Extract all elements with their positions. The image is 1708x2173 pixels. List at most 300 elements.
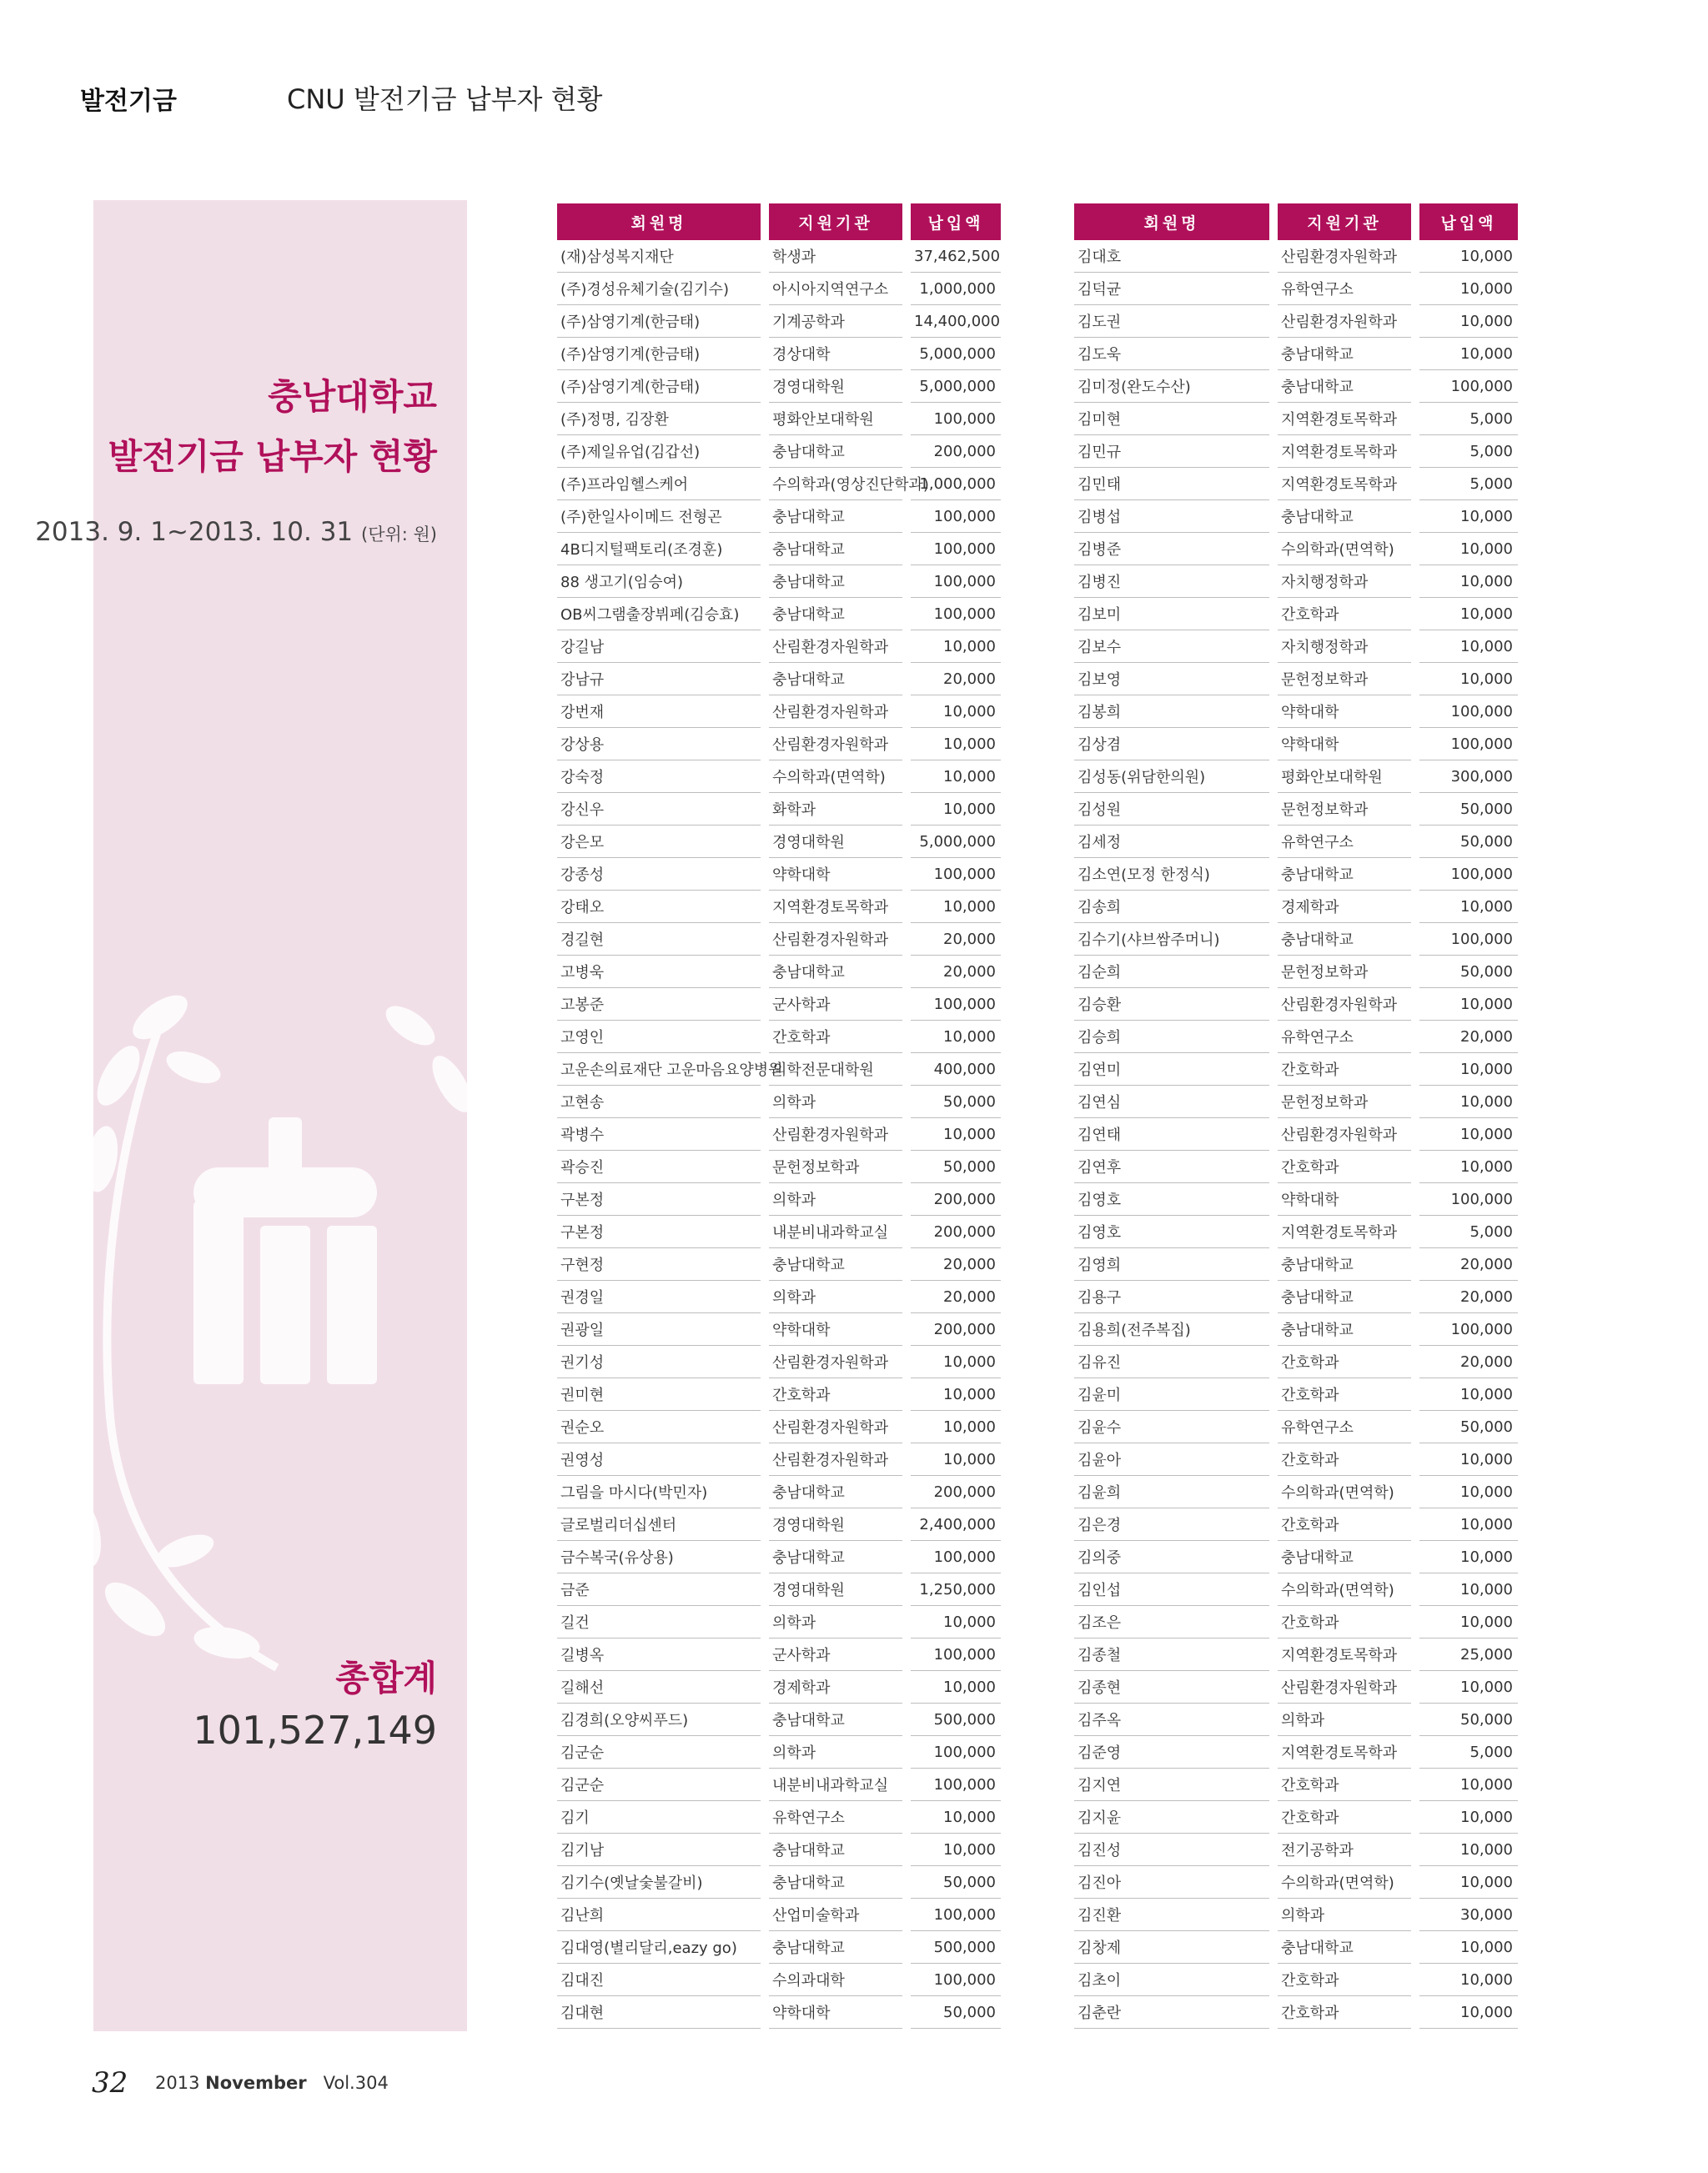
member-name: 김병준: [1074, 533, 1269, 565]
amount: 20,000: [911, 1281, 1001, 1313]
amount: 100,000: [911, 1964, 1001, 1996]
amount: 500,000: [911, 1704, 1001, 1736]
table-row: [1074, 565, 1518, 598]
table-row: [557, 695, 1001, 728]
table-row: [1074, 1769, 1518, 1801]
amount: 10,000: [1419, 1606, 1518, 1639]
member-name: 권광일: [557, 1313, 761, 1346]
institution: 의학과: [769, 1183, 902, 1216]
amount: 10,000: [1419, 1573, 1518, 1606]
table-row: [1074, 435, 1518, 468]
member-name: 김창제: [1074, 1931, 1269, 1964]
amount: 10,000: [911, 1606, 1001, 1639]
institution: 문헌정보학과: [769, 1151, 902, 1183]
unit-label: (단위: 원): [361, 524, 437, 545]
table-row: [1074, 1411, 1518, 1443]
institution: 산림환경자원학과: [769, 1411, 902, 1443]
amount: 10,000: [1419, 533, 1518, 565]
amount: 100,000: [1419, 858, 1518, 891]
member-name: 강종성: [557, 858, 761, 891]
amount: 10,000: [911, 695, 1001, 728]
member-name: 김윤수: [1074, 1411, 1269, 1443]
table-row: [557, 1053, 1001, 1086]
institution: 간호학과: [1278, 1346, 1411, 1378]
table-row: [1074, 793, 1518, 826]
member-name: (주)정명, 김장환: [557, 403, 761, 435]
amount: 100,000: [911, 500, 1001, 533]
member-name: 김진아: [1074, 1866, 1269, 1899]
amount: 5,000: [1419, 1216, 1518, 1248]
member-name: 김성동(위담한의원): [1074, 760, 1269, 793]
table-row: [557, 1671, 1001, 1704]
amount: 20,000: [1419, 1281, 1518, 1313]
table-row: [557, 988, 1001, 1021]
amount: 5,000: [1419, 468, 1518, 500]
amount: 10,000: [1419, 1118, 1518, 1151]
institution: 산림환경자원학과: [769, 728, 902, 760]
institution: 간호학과: [1278, 598, 1411, 630]
table-row: [557, 1248, 1001, 1281]
amount: 10,000: [1419, 663, 1518, 695]
table-row: [557, 630, 1001, 663]
amount: 10,000: [911, 630, 1001, 663]
amount: 25,000: [1419, 1639, 1518, 1671]
institution: 수의학과(면역학): [1278, 1866, 1411, 1899]
member-name: 김기: [557, 1801, 761, 1834]
table-row: [557, 1021, 1001, 1053]
side-title: [108, 367, 437, 487]
institution: 간호학과: [1278, 1443, 1411, 1476]
table-row: [557, 1834, 1001, 1866]
member-name: 김진환: [1074, 1899, 1269, 1931]
amount: 300,000: [1419, 760, 1518, 793]
period-dates: 2013. 9. 1~2013. 10. 31: [35, 517, 354, 547]
amount: 20,000: [1419, 1248, 1518, 1281]
member-name: 김병섭: [1074, 500, 1269, 533]
amount: 20,000: [911, 663, 1001, 695]
amount: 200,000: [911, 1216, 1001, 1248]
institution: 자치행정학과: [1278, 565, 1411, 598]
member-name: 강상용: [557, 728, 761, 760]
institution: 충남대학교: [769, 956, 902, 988]
member-name: 김미정(완도수산): [1074, 370, 1269, 403]
member-name: 김윤희: [1074, 1476, 1269, 1508]
institution: 산림환경자원학과: [1278, 240, 1411, 273]
amount: 10,000: [1419, 1541, 1518, 1573]
amount: 10,000: [911, 891, 1001, 923]
table-row: [557, 663, 1001, 695]
table-row: [1074, 1736, 1518, 1769]
institution: 충남대학교: [1278, 1281, 1411, 1313]
member-name: 김기수(옛날숯불갈비): [557, 1866, 761, 1899]
institution: 충남대학교: [1278, 370, 1411, 403]
amount: 200,000: [911, 435, 1001, 468]
member-name: 김보수: [1074, 630, 1269, 663]
member-name: 김지연: [1074, 1769, 1269, 1801]
issue-volume: Vol.304: [323, 2073, 389, 2093]
table-row: [557, 891, 1001, 923]
amount: 30,000: [1419, 1899, 1518, 1931]
amount: 100,000: [911, 1639, 1001, 1671]
table-row: [557, 1541, 1001, 1573]
amount: 100,000: [911, 1769, 1001, 1801]
table-row: [1074, 273, 1518, 305]
amount: 5,000: [1419, 403, 1518, 435]
table-row: [557, 500, 1001, 533]
table-row: [557, 1606, 1001, 1639]
amount: 10,000: [1419, 1834, 1518, 1866]
amount: 10,000: [911, 1443, 1001, 1476]
institution: 약학대학: [769, 1996, 902, 2029]
member-name: 김대호: [1074, 240, 1269, 273]
member-name: 강길남: [557, 630, 761, 663]
table-row: [1074, 760, 1518, 793]
column-header-amount: 납입액: [911, 203, 1001, 240]
institution: 수의과대학: [769, 1964, 902, 1996]
institution: 산업미술학과: [769, 1899, 902, 1931]
member-name: 강신우: [557, 793, 761, 826]
institution: 산림환경자원학과: [769, 1118, 902, 1151]
table-row: [557, 1899, 1001, 1931]
amount: 10,000: [1419, 891, 1518, 923]
institution: 충남대학교: [1278, 923, 1411, 956]
amount: 10,000: [911, 728, 1001, 760]
institution: 충남대학교: [1278, 1248, 1411, 1281]
table-row: [1074, 403, 1518, 435]
amount: 20,000: [911, 956, 1001, 988]
member-name: 강숙정: [557, 760, 761, 793]
donor-table-left: [557, 203, 1001, 2029]
institution: 수의학과(면역학): [769, 760, 902, 793]
institution: 충남대학교: [1278, 1931, 1411, 1964]
amount: 100,000: [1419, 695, 1518, 728]
amount: 10,000: [911, 1346, 1001, 1378]
amount: 100,000: [911, 1736, 1001, 1769]
member-name: 김대진: [557, 1964, 761, 1996]
amount: 50,000: [1419, 826, 1518, 858]
amount: 200,000: [911, 1313, 1001, 1346]
amount: 20,000: [911, 923, 1001, 956]
institution: 산림환경자원학과: [769, 923, 902, 956]
table-row: [1074, 1216, 1518, 1248]
table-row: [1074, 1248, 1518, 1281]
institution: 수의학과(영상진단학과): [769, 468, 902, 500]
table-row: [1074, 826, 1518, 858]
member-name: 김난희: [557, 1899, 761, 1931]
member-name: 김경희(오양씨푸드): [557, 1704, 761, 1736]
institution: 자치행정학과: [1278, 630, 1411, 663]
institution: 간호학과: [1278, 1053, 1411, 1086]
institution: 의학과: [769, 1606, 902, 1639]
member-name: 김대영(별리달리,eazy go): [557, 1931, 761, 1964]
member-name: 김덕균: [1074, 273, 1269, 305]
table-row: [1074, 1606, 1518, 1639]
amount: 10,000: [911, 1834, 1001, 1866]
table-row: [557, 1801, 1001, 1834]
amount: 100,000: [911, 565, 1001, 598]
member-name: 김소연(모정 한정식): [1074, 858, 1269, 891]
table-row: [557, 1118, 1001, 1151]
donor-table-right: [1074, 203, 1518, 2029]
member-name: (주)프라임헬스케어: [557, 468, 761, 500]
member-name: 김춘란: [1074, 1996, 1269, 2029]
institution: 간호학과: [1278, 1151, 1411, 1183]
member-name: 길병옥: [557, 1639, 761, 1671]
institution: 약학대학: [769, 858, 902, 891]
institution: 충남대학교: [1278, 1541, 1411, 1573]
member-name: 김성원: [1074, 793, 1269, 826]
member-name: 고운손의료재단 고운마음요양병원: [557, 1053, 761, 1086]
member-name: OB씨그램출장뷔페(김승효): [557, 598, 761, 630]
institution: 지역환경토목학과: [1278, 468, 1411, 500]
table-header-row: [1074, 203, 1518, 240]
member-name: 김연후: [1074, 1151, 1269, 1183]
amount: 10,000: [1419, 630, 1518, 663]
table-row: [557, 956, 1001, 988]
member-name: 고현송: [557, 1086, 761, 1118]
table-row: [557, 338, 1001, 370]
member-name: 고봉준: [557, 988, 761, 1021]
table-row: [1074, 728, 1518, 760]
table-row: [1074, 598, 1518, 630]
member-name: (주)삼영기계(한금태): [557, 370, 761, 403]
institution: 약학대학: [1278, 728, 1411, 760]
column-header-member: 회원명: [557, 203, 761, 240]
amount: 400,000: [911, 1053, 1001, 1086]
member-name: 김연심: [1074, 1086, 1269, 1118]
institution: 간호학과: [1278, 1801, 1411, 1834]
table-row: [557, 1346, 1001, 1378]
institution: 문헌정보학과: [1278, 956, 1411, 988]
amount: 1,250,000: [911, 1573, 1001, 1606]
amount: 10,000: [1419, 1769, 1518, 1801]
table-row: [557, 565, 1001, 598]
amount: 10,000: [911, 1021, 1001, 1053]
amount: 10,000: [911, 1378, 1001, 1411]
member-name: 김준영: [1074, 1736, 1269, 1769]
institution: 유학연구소: [1278, 826, 1411, 858]
member-name: 김초이: [1074, 1964, 1269, 1996]
table-row: [557, 533, 1001, 565]
table-row: [1074, 370, 1518, 403]
amount: 100,000: [911, 988, 1001, 1021]
institution: 의학과: [769, 1281, 902, 1313]
member-name: 강남규: [557, 663, 761, 695]
member-name: 김승환: [1074, 988, 1269, 1021]
table-row: [1074, 1346, 1518, 1378]
member-name: (주)경성유체기술(김기수): [557, 273, 761, 305]
member-name: (주)한일사이메드 전형곤: [557, 500, 761, 533]
member-name: 김조은: [1074, 1606, 1269, 1639]
member-name: 김민규: [1074, 435, 1269, 468]
column-header-institution: 지원기관: [1278, 203, 1411, 240]
amount: 200,000: [911, 1476, 1001, 1508]
table-row: [1074, 1053, 1518, 1086]
issue-info: [155, 2073, 389, 2093]
amount: 10,000: [1419, 1801, 1518, 1834]
amount: 10,000: [1419, 1086, 1518, 1118]
member-name: 김연미: [1074, 1053, 1269, 1086]
member-name: 김상겸: [1074, 728, 1269, 760]
table-row: [1074, 1281, 1518, 1313]
institution: 경영대학원: [769, 826, 902, 858]
table-row: [1074, 1866, 1518, 1899]
amount: 50,000: [911, 1996, 1001, 2029]
table-row: [1074, 533, 1518, 565]
institution: 산림환경자원학과: [1278, 1671, 1411, 1704]
table-row: [1074, 1118, 1518, 1151]
amount: 100,000: [911, 403, 1001, 435]
member-name: 곽승진: [557, 1151, 761, 1183]
member-name: 김연태: [1074, 1118, 1269, 1151]
member-name: 김도권: [1074, 305, 1269, 338]
member-name: 경길현: [557, 923, 761, 956]
institution: 충남대학교: [769, 435, 902, 468]
table-row: [557, 1573, 1001, 1606]
amount: 10,000: [1419, 1964, 1518, 1996]
amount: 50,000: [1419, 956, 1518, 988]
institution: 산림환경자원학과: [769, 695, 902, 728]
amount: 50,000: [1419, 1411, 1518, 1443]
institution: 유학연구소: [1278, 273, 1411, 305]
member-name: 4B디지털팩토리(조경훈): [557, 533, 761, 565]
total-label: 총합계: [335, 1658, 437, 1699]
table-row: [1074, 1671, 1518, 1704]
institution: 의학과: [769, 1736, 902, 1769]
table-row: [557, 598, 1001, 630]
table-row: [557, 1313, 1001, 1346]
table-row: [557, 1281, 1001, 1313]
institution: 문헌정보학과: [1278, 793, 1411, 826]
member-name: 김인섭: [1074, 1573, 1269, 1606]
member-name: 김세정: [1074, 826, 1269, 858]
institution: 약학대학: [1278, 1183, 1411, 1216]
table-row: [1074, 468, 1518, 500]
member-name: 김순희: [1074, 956, 1269, 988]
institution: 약학대학: [769, 1313, 902, 1346]
institution: 산림환경자원학과: [1278, 1118, 1411, 1151]
total-value: 101,527,149: [193, 1708, 437, 1753]
institution: 충남대학교: [769, 533, 902, 565]
institution: 유학연구소: [1278, 1411, 1411, 1443]
table-row: [1074, 1183, 1518, 1216]
institution: 간호학과: [769, 1021, 902, 1053]
member-name: 곽병수: [557, 1118, 761, 1151]
member-name: 권영성: [557, 1443, 761, 1476]
member-name: (재)삼성복지재단: [557, 240, 761, 273]
institution: 충남대학교: [769, 1248, 902, 1281]
member-name: 구본정: [557, 1216, 761, 1248]
table-row: [557, 1086, 1001, 1118]
table-row: [1074, 695, 1518, 728]
amount: 1,000,000: [911, 468, 1001, 500]
member-name: 김윤아: [1074, 1443, 1269, 1476]
institution: 의학전문대학원: [769, 1053, 902, 1086]
table-row: [1074, 1899, 1518, 1931]
institution: 경영대학원: [769, 1508, 902, 1541]
table-row: [557, 1964, 1001, 1996]
amount: 10,000: [1419, 1931, 1518, 1964]
member-name: 김수기(샤브쌈주머니): [1074, 923, 1269, 956]
table-row: [557, 923, 1001, 956]
amount: 10,000: [1419, 1476, 1518, 1508]
member-name: 권순오: [557, 1411, 761, 1443]
member-name: 김은경: [1074, 1508, 1269, 1541]
member-name: 김송희: [1074, 891, 1269, 923]
amount: 50,000: [911, 1151, 1001, 1183]
amount: 100,000: [1419, 370, 1518, 403]
member-name: 김윤미: [1074, 1378, 1269, 1411]
amount: 2,400,000: [911, 1508, 1001, 1541]
institution: 유학연구소: [1278, 1021, 1411, 1053]
member-name: 고병욱: [557, 956, 761, 988]
summary-panel: [35, 200, 467, 2031]
institution: 평화안보대학원: [1278, 760, 1411, 793]
institution: 간호학과: [769, 1378, 902, 1411]
member-name: 김영호: [1074, 1216, 1269, 1248]
table-row: [557, 273, 1001, 305]
institution: 아시아지역연구소: [769, 273, 902, 305]
institution: 의학과: [1278, 1899, 1411, 1931]
table-row: [557, 1996, 1001, 2029]
amount: 50,000: [1419, 793, 1518, 826]
amount: 10,000: [911, 1118, 1001, 1151]
institution: 지역환경토목학과: [769, 891, 902, 923]
column-header-institution: 지원기관: [769, 203, 902, 240]
institution: 충남대학교: [769, 500, 902, 533]
institution: 문헌정보학과: [1278, 1086, 1411, 1118]
table-row: [1074, 858, 1518, 891]
table-row: [1074, 1834, 1518, 1866]
table-row: [1074, 1508, 1518, 1541]
table-row: [557, 1378, 1001, 1411]
amount: 100,000: [911, 533, 1001, 565]
institution: 충남대학교: [769, 1931, 902, 1964]
side-title-line2: 발전기금 납부자 현황: [108, 436, 437, 477]
table-row: [1074, 1801, 1518, 1834]
amount: 100,000: [1419, 1183, 1518, 1216]
table-row: [1074, 1476, 1518, 1508]
member-name: 권미현: [557, 1378, 761, 1411]
table-row: [557, 1411, 1001, 1443]
table-row: [557, 728, 1001, 760]
amount: 10,000: [1419, 273, 1518, 305]
amount: 50,000: [911, 1086, 1001, 1118]
institution: 산림환경자원학과: [769, 1443, 902, 1476]
institution: 간호학과: [1278, 1606, 1411, 1639]
table-row: [557, 760, 1001, 793]
member-name: 고영인: [557, 1021, 761, 1053]
institution: 간호학과: [1278, 1996, 1411, 2029]
table-row: [557, 1931, 1001, 1964]
member-name: 김대현: [557, 1996, 761, 2029]
member-name: 김봉희: [1074, 695, 1269, 728]
institution: 평화안보대학원: [769, 403, 902, 435]
amount: 200,000: [911, 1183, 1001, 1216]
institution: 지역환경토목학과: [1278, 403, 1411, 435]
amount: 10,000: [1419, 240, 1518, 273]
table-row: [557, 1639, 1001, 1671]
amount: 10,000: [1419, 598, 1518, 630]
institution: 의학과: [769, 1086, 902, 1118]
table-row: [1074, 1541, 1518, 1573]
institution: 수의학과(면역학): [1278, 1573, 1411, 1606]
institution: 산림환경자원학과: [1278, 988, 1411, 1021]
column-header-amount: 납입액: [1419, 203, 1518, 240]
amount: 100,000: [1419, 923, 1518, 956]
amount: 10,000: [1419, 1508, 1518, 1541]
amount: 10,000: [1419, 565, 1518, 598]
